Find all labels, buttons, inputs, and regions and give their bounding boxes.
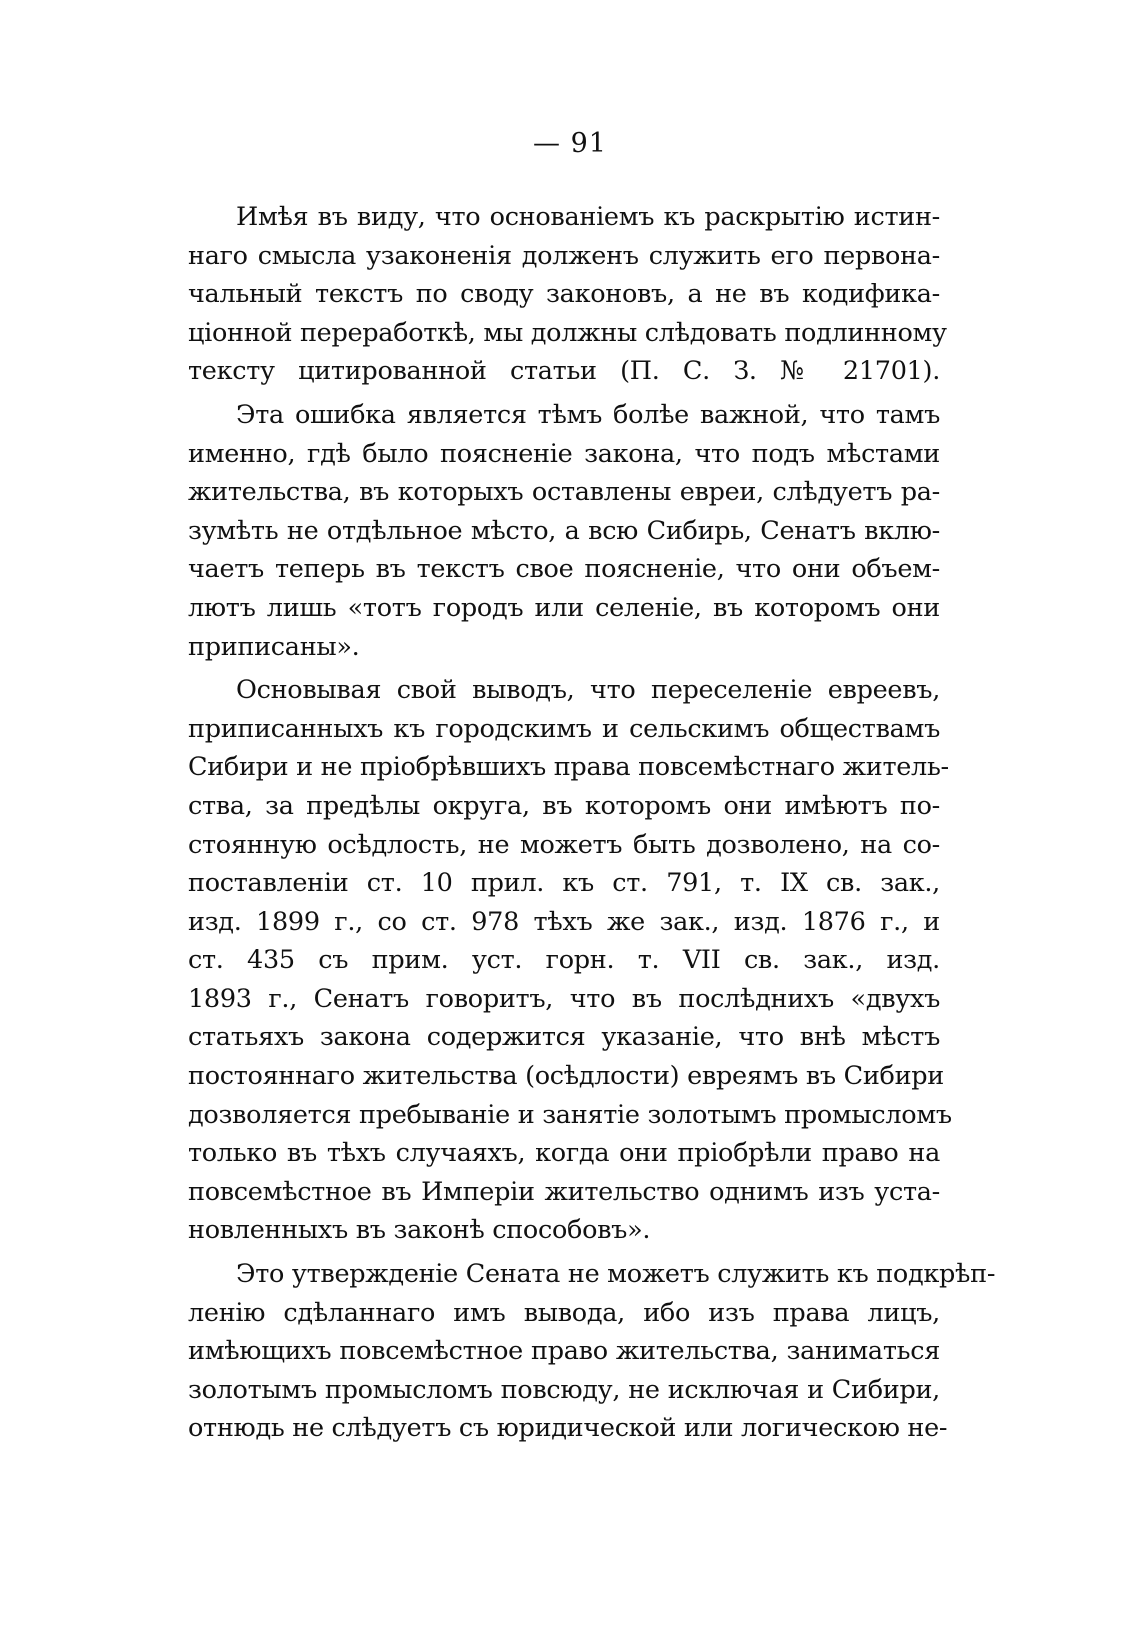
text-line: ства, за предѣлы округа, въ которомъ они имѣютъ по- xyxy=(188,790,940,821)
text-line: Имѣя въ виду, что основаніемъ къ раскрытію истин- xyxy=(236,202,940,232)
text-line: стоянную осѣдлость, не можетъ быть дозволено, на со- xyxy=(188,829,940,860)
text-line: Сибири и не пріобрѣвшихъ права повсемѣстнаго житель- xyxy=(188,752,949,783)
text-line: статьяхъ закона содержится указаніе, что внѣ мѣстъ xyxy=(188,1022,940,1053)
text-line: лютъ лишь «тотъ городъ или селеніе, въ которомъ они xyxy=(188,592,940,623)
text-line: 1893 г., Сенатъ говоритъ, что въ послѣднихъ «двухъ xyxy=(188,983,940,1014)
text-line: изд. 1899 г., со ст. 978 тѣхъ же зак., изд. 1876 г., и xyxy=(188,906,940,937)
text-line: повсемѣстное въ Имперіи жительство однимъ изъ уста- xyxy=(188,1176,940,1207)
text-line: отнюдь не слѣдуетъ съ юридической или логическою не- xyxy=(188,1413,948,1444)
body-text xyxy=(188,198,996,1453)
text-line: дозволяется пребываніе и занятіе золотымъ промысломъ xyxy=(188,1099,952,1130)
text-line: приписанныхъ къ городскимъ и сельскимъ обществамъ xyxy=(188,713,940,744)
text-line: жительства, въ которыхъ оставлены евреи, слѣдуетъ ра- xyxy=(188,477,940,508)
text-line: золотымъ промысломъ повсюду, не исключая и Сибири, xyxy=(188,1374,940,1405)
paragraph-4 xyxy=(188,1255,996,1448)
text-line: постояннаго жительства (осѣдлости) евреямъ въ Сибири xyxy=(188,1061,944,1092)
text-line: ст. 435 съ прим. уст. горн. т. VII св. зак., изд. xyxy=(188,945,940,976)
text-line: имѣющихъ повсемѣстное право жительства, заниматься xyxy=(188,1336,940,1367)
text-line: наго смысла узаконенія долженъ служить его первона- xyxy=(188,240,940,271)
text-line: Эта ошибка является тѣмъ болѣе важной, что тамъ xyxy=(236,399,940,430)
text-line: Это утвержденіе Сената не можетъ служить къ подкрѣп- xyxy=(236,1259,996,1290)
text-line: только въ тѣхъ случаяхъ, когда они пріобрѣли право на xyxy=(188,1138,940,1169)
text-line: новленныхъ въ законѣ способовъ». xyxy=(188,1215,651,1246)
text-line: зумѣть не отдѣльное мѣсто, а всю Сибирь, Сенатъ вклю- xyxy=(188,515,940,546)
text-line: ленію сдѣланнаго имъ вывода, ибо изъ права лицъ, xyxy=(188,1297,940,1328)
text-line: тексту цитированной статьи (П. С. З. № 21701). xyxy=(188,356,940,387)
paragraph-2 xyxy=(188,396,940,666)
text-line: приписаны». xyxy=(188,631,360,662)
text-line: именно, гдѣ было поясненіе закона, что подъ мѣстами xyxy=(188,438,940,469)
text-line: поставленіи ст. 10 прил. къ ст. 791, т. IX св. зак., xyxy=(188,868,940,899)
paragraph-3 xyxy=(188,671,952,1250)
text-line: чаетъ теперь въ текстъ свое поясненіе, что они объем- xyxy=(188,554,940,585)
page-number: — 91 xyxy=(533,128,607,159)
text-line: Основывая свой выводъ, что переселеніе евреевъ, xyxy=(236,675,940,706)
paragraph-1 xyxy=(188,198,947,391)
text-line: чальный текстъ по своду законовъ, а не въ кодифика- xyxy=(188,279,940,310)
text-line: ціонной переработкѣ, мы должны слѣдовать подлинному xyxy=(188,317,947,348)
